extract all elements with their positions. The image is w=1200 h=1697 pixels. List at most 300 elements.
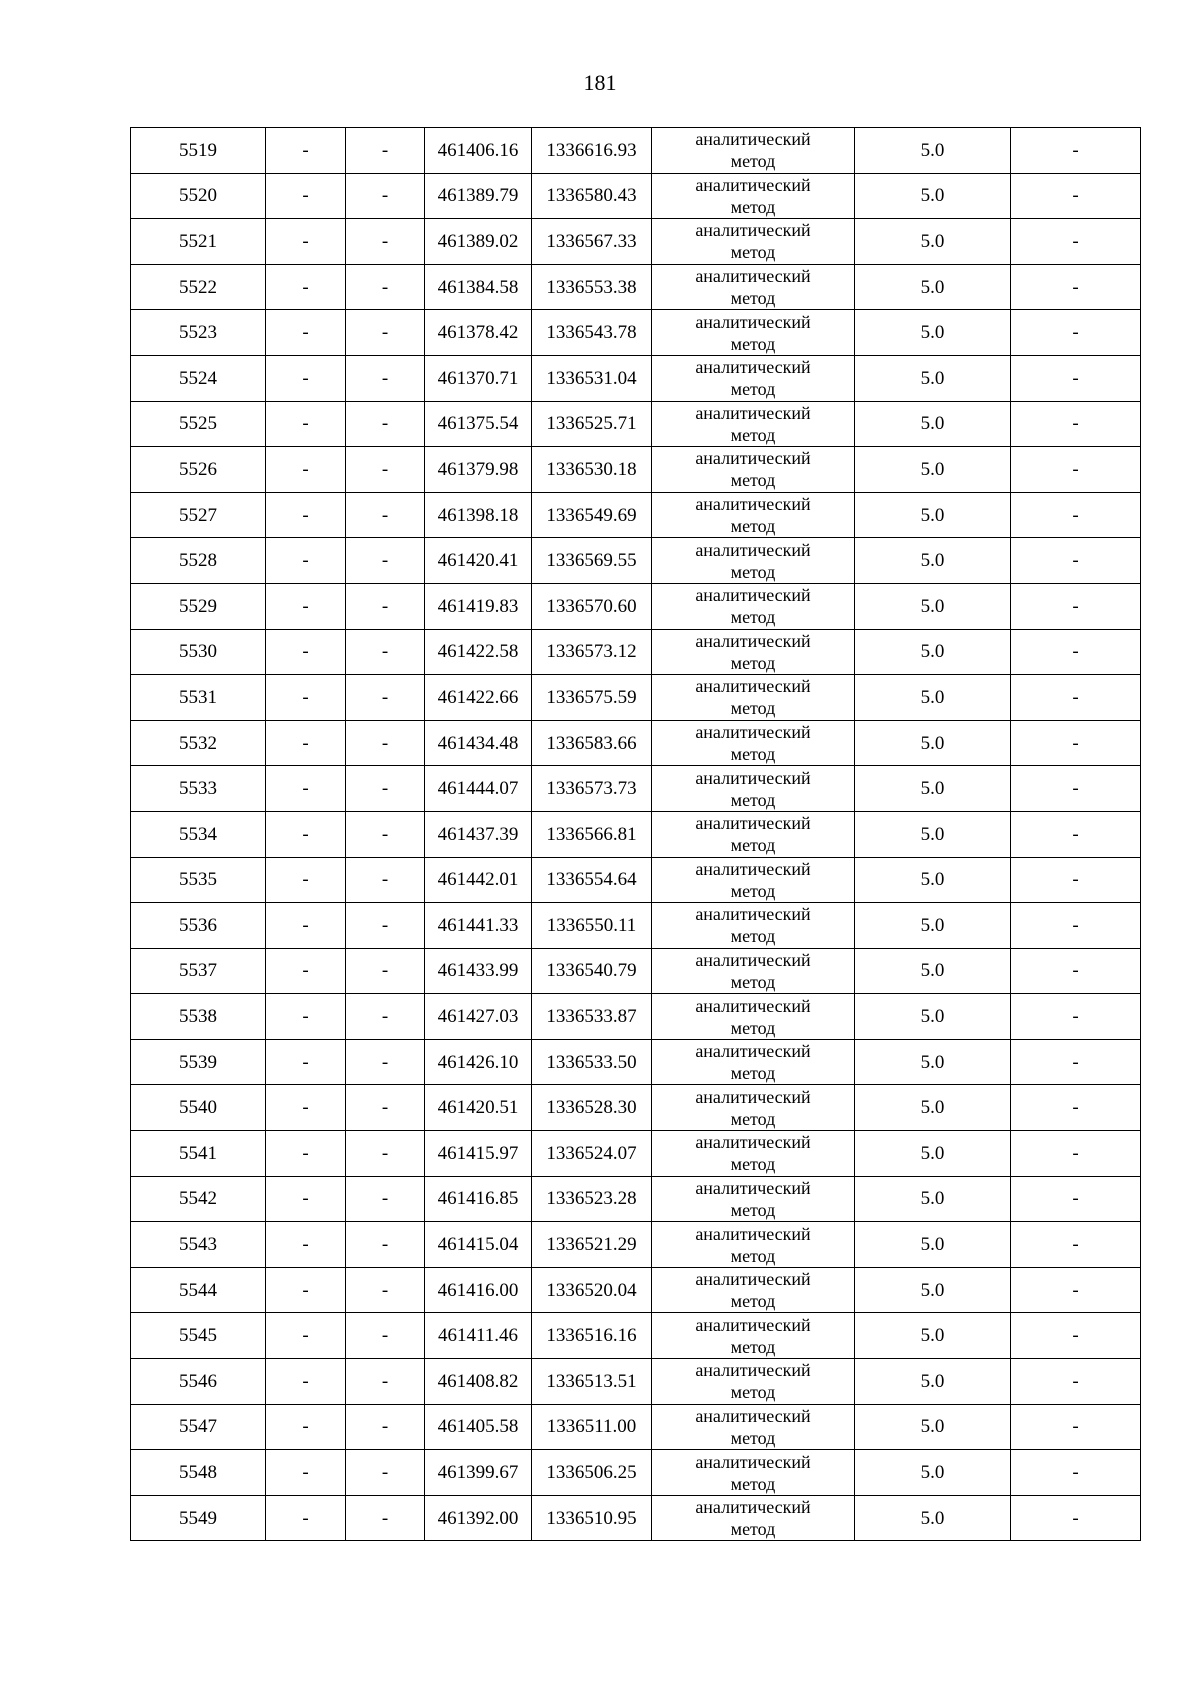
dash-cell: - <box>346 629 425 675</box>
dash-cell: - <box>1011 1267 1141 1313</box>
point-number-cell: 5532 <box>131 720 266 766</box>
point-number-cell: 5542 <box>131 1176 266 1222</box>
dash-cell: - <box>1011 583 1141 629</box>
point-number-cell: 5545 <box>131 1313 266 1359</box>
table-row <box>131 447 1141 493</box>
point-number-cell: 5525 <box>131 401 266 447</box>
method-cell <box>652 355 855 401</box>
accuracy-cell: 5.0 <box>855 401 1011 447</box>
dash-cell: - <box>346 1404 425 1450</box>
point-number-cell: 5537 <box>131 948 266 994</box>
coordinates-table <box>130 127 1141 1541</box>
method-line-2: метод <box>730 1063 776 1084</box>
table-row <box>131 264 1141 310</box>
point-number-cell: 5544 <box>131 1267 266 1313</box>
dash-cell: - <box>266 401 346 447</box>
dash-cell: - <box>346 857 425 903</box>
method-line-1: аналитический <box>695 357 811 378</box>
method-line-1: аналитический <box>695 1041 811 1062</box>
dash-cell: - <box>1011 447 1141 493</box>
dash-cell: - <box>266 857 346 903</box>
x-coordinate-cell: 461437.39 <box>425 811 532 857</box>
table-row <box>131 811 1141 857</box>
y-coordinate-cell: 1336516.16 <box>532 1313 652 1359</box>
dash-cell: - <box>1011 173 1141 219</box>
method-cell <box>652 629 855 675</box>
dash-cell: - <box>266 766 346 812</box>
y-coordinate-cell: 1336553.38 <box>532 264 652 310</box>
x-coordinate-cell: 461415.04 <box>425 1222 532 1268</box>
x-coordinate-cell: 461370.71 <box>425 355 532 401</box>
dash-cell: - <box>346 994 425 1040</box>
point-number-cell: 5527 <box>131 492 266 538</box>
table-row <box>131 1267 1141 1313</box>
method-cell <box>652 1176 855 1222</box>
y-coordinate-cell: 1336570.60 <box>532 583 652 629</box>
method-cell <box>652 811 855 857</box>
method-line-2: метод <box>730 288 776 309</box>
x-coordinate-cell: 461427.03 <box>425 994 532 1040</box>
dash-cell: - <box>266 629 346 675</box>
accuracy-cell: 5.0 <box>855 310 1011 356</box>
dash-cell: - <box>346 1131 425 1177</box>
method-cell <box>652 1313 855 1359</box>
table-row <box>131 1222 1141 1268</box>
dash-cell: - <box>266 1267 346 1313</box>
table-row <box>131 1085 1141 1131</box>
method-line-2: метод <box>730 196 776 217</box>
accuracy-cell: 5.0 <box>855 355 1011 401</box>
dash-cell: - <box>266 1359 346 1405</box>
dash-cell: - <box>346 1176 425 1222</box>
accuracy-cell: 5.0 <box>855 1495 1011 1541</box>
dash-cell: - <box>266 1450 346 1496</box>
point-number-cell: 5543 <box>131 1222 266 1268</box>
method-line-1: аналитический <box>695 722 811 743</box>
point-number-cell: 5529 <box>131 583 266 629</box>
dash-cell: - <box>346 720 425 766</box>
accuracy-cell: 5.0 <box>855 128 1011 174</box>
point-number-cell: 5546 <box>131 1359 266 1405</box>
method-cell <box>652 766 855 812</box>
table-row <box>131 583 1141 629</box>
page-number: 181 <box>583 70 617 95</box>
x-coordinate-cell: 461426.10 <box>425 1039 532 1085</box>
dash-cell: - <box>266 1131 346 1177</box>
y-coordinate-cell: 1336566.81 <box>532 811 652 857</box>
x-coordinate-cell: 461389.02 <box>425 219 532 265</box>
table-row <box>131 219 1141 265</box>
accuracy-cell: 5.0 <box>855 1176 1011 1222</box>
dash-cell: - <box>1011 128 1141 174</box>
dash-cell: - <box>346 401 425 447</box>
method-cell <box>652 1450 855 1496</box>
dash-cell: - <box>346 1495 425 1541</box>
method-cell <box>652 1222 855 1268</box>
x-coordinate-cell: 461420.51 <box>425 1085 532 1131</box>
accuracy-cell: 5.0 <box>855 1131 1011 1177</box>
table-row <box>131 1495 1141 1541</box>
method-line-2: метод <box>730 971 776 992</box>
dash-cell: - <box>346 903 425 949</box>
method-line-1: аналитический <box>695 1314 811 1335</box>
x-coordinate-cell: 461420.41 <box>425 538 532 584</box>
y-coordinate-cell: 1336511.00 <box>532 1404 652 1450</box>
method-line-1: аналитический <box>695 129 811 150</box>
dash-cell: - <box>346 355 425 401</box>
dash-cell: - <box>1011 1450 1141 1496</box>
dash-cell: - <box>346 310 425 356</box>
dash-cell: - <box>346 675 425 721</box>
accuracy-cell: 5.0 <box>855 766 1011 812</box>
method-cell <box>652 720 855 766</box>
dash-cell: - <box>266 948 346 994</box>
table-row <box>131 766 1141 812</box>
dash-cell: - <box>346 766 425 812</box>
x-coordinate-cell: 461416.85 <box>425 1176 532 1222</box>
method-line-1: аналитический <box>695 1405 811 1426</box>
y-coordinate-cell: 1336549.69 <box>532 492 652 538</box>
dash-cell: - <box>266 173 346 219</box>
method-line-2: метод <box>730 424 776 445</box>
x-coordinate-cell: 461415.97 <box>425 1131 532 1177</box>
dash-cell: - <box>346 1039 425 1085</box>
point-number-cell: 5521 <box>131 219 266 265</box>
table-row <box>131 1313 1141 1359</box>
dash-cell: - <box>1011 355 1141 401</box>
x-coordinate-cell: 461422.66 <box>425 675 532 721</box>
method-line-1: аналитический <box>695 494 811 515</box>
dash-cell: - <box>346 948 425 994</box>
table-row <box>131 675 1141 721</box>
method-line-2: метод <box>730 1519 776 1540</box>
point-number-cell: 5528 <box>131 538 266 584</box>
accuracy-cell: 5.0 <box>855 948 1011 994</box>
method-cell <box>652 538 855 584</box>
y-coordinate-cell: 1336521.29 <box>532 1222 652 1268</box>
method-line-2: метод <box>730 1427 776 1448</box>
table-row <box>131 1039 1141 1085</box>
method-line-2: метод <box>730 1199 776 1220</box>
dash-cell: - <box>266 811 346 857</box>
table-row <box>131 948 1141 994</box>
y-coordinate-cell: 1336525.71 <box>532 401 652 447</box>
accuracy-cell: 5.0 <box>855 1085 1011 1131</box>
method-cell <box>652 583 855 629</box>
dash-cell: - <box>266 720 346 766</box>
dash-cell: - <box>266 355 346 401</box>
dash-cell: - <box>266 1313 346 1359</box>
method-cell <box>652 492 855 538</box>
method-cell <box>652 1404 855 1450</box>
method-line-2: метод <box>730 698 776 719</box>
accuracy-cell: 5.0 <box>855 1267 1011 1313</box>
y-coordinate-cell: 1336569.55 <box>532 538 652 584</box>
y-coordinate-cell: 1336543.78 <box>532 310 652 356</box>
method-line-2: метод <box>730 880 776 901</box>
method-cell <box>652 994 855 1040</box>
table-row <box>131 1359 1141 1405</box>
method-line-2: метод <box>730 470 776 491</box>
method-line-2: метод <box>730 1154 776 1175</box>
dash-cell: - <box>1011 720 1141 766</box>
table-row <box>131 1450 1141 1496</box>
dash-cell: - <box>1011 492 1141 538</box>
dash-cell: - <box>1011 1495 1141 1541</box>
x-coordinate-cell: 461433.99 <box>425 948 532 994</box>
x-coordinate-cell: 461398.18 <box>425 492 532 538</box>
accuracy-cell: 5.0 <box>855 720 1011 766</box>
method-cell <box>652 1039 855 1085</box>
method-line-1: аналитический <box>695 1177 811 1198</box>
accuracy-cell: 5.0 <box>855 1359 1011 1405</box>
method-line-2: метод <box>730 1336 776 1357</box>
accuracy-cell: 5.0 <box>855 219 1011 265</box>
method-line-1: аналитический <box>695 539 811 560</box>
method-line-2: метод <box>730 789 776 810</box>
x-coordinate-cell: 461375.54 <box>425 401 532 447</box>
method-line-1: аналитический <box>695 220 811 241</box>
dash-cell: - <box>266 310 346 356</box>
point-number-cell: 5535 <box>131 857 266 903</box>
x-coordinate-cell: 461389.79 <box>425 173 532 219</box>
dash-cell: - <box>1011 857 1141 903</box>
dash-cell: - <box>266 994 346 1040</box>
dash-cell: - <box>346 128 425 174</box>
point-number-cell: 5534 <box>131 811 266 857</box>
method-cell <box>652 1267 855 1313</box>
table-row <box>131 1404 1141 1450</box>
dash-cell: - <box>266 264 346 310</box>
method-line-2: метод <box>730 333 776 354</box>
dash-cell: - <box>346 1450 425 1496</box>
method-line-1: аналитический <box>695 1451 811 1472</box>
x-coordinate-cell: 461419.83 <box>425 583 532 629</box>
x-coordinate-cell: 461416.00 <box>425 1267 532 1313</box>
point-number-cell: 5531 <box>131 675 266 721</box>
method-cell <box>652 310 855 356</box>
dash-cell: - <box>266 903 346 949</box>
method-line-1: аналитический <box>695 858 811 879</box>
dash-cell: - <box>1011 675 1141 721</box>
dash-cell: - <box>1011 1313 1141 1359</box>
dash-cell: - <box>346 219 425 265</box>
method-cell <box>652 401 855 447</box>
x-coordinate-cell: 461444.07 <box>425 766 532 812</box>
method-line-2: метод <box>730 835 776 856</box>
method-line-2: метод <box>730 1017 776 1038</box>
dash-cell: - <box>1011 1176 1141 1222</box>
dash-cell: - <box>1011 629 1141 675</box>
dash-cell: - <box>346 1267 425 1313</box>
accuracy-cell: 5.0 <box>855 903 1011 949</box>
dash-cell: - <box>266 219 346 265</box>
dash-cell: - <box>266 447 346 493</box>
point-number-cell: 5519 <box>131 128 266 174</box>
method-line-2: метод <box>730 926 776 947</box>
dash-cell: - <box>1011 1359 1141 1405</box>
table-row <box>131 401 1141 447</box>
x-coordinate-cell: 461411.46 <box>425 1313 532 1359</box>
method-line-2: метод <box>730 744 776 765</box>
table-row <box>131 1176 1141 1222</box>
point-number-cell: 5538 <box>131 994 266 1040</box>
y-coordinate-cell: 1336524.07 <box>532 1131 652 1177</box>
dash-cell: - <box>346 1085 425 1131</box>
dash-cell: - <box>266 1222 346 1268</box>
accuracy-cell: 5.0 <box>855 994 1011 1040</box>
method-line-2: метод <box>730 242 776 263</box>
accuracy-cell: 5.0 <box>855 447 1011 493</box>
dash-cell: - <box>346 583 425 629</box>
method-line-2: метод <box>730 1245 776 1266</box>
dash-cell: - <box>266 538 346 584</box>
accuracy-cell: 5.0 <box>855 1404 1011 1450</box>
dash-cell: - <box>346 1359 425 1405</box>
dash-cell: - <box>266 583 346 629</box>
point-number-cell: 5540 <box>131 1085 266 1131</box>
method-line-2: метод <box>730 1382 776 1403</box>
dash-cell: - <box>1011 264 1141 310</box>
accuracy-cell: 5.0 <box>855 811 1011 857</box>
method-line-2: метод <box>730 1108 776 1129</box>
y-coordinate-cell: 1336573.12 <box>532 629 652 675</box>
y-coordinate-cell: 1336523.28 <box>532 1176 652 1222</box>
method-cell <box>652 219 855 265</box>
dash-cell: - <box>346 1222 425 1268</box>
dash-cell: - <box>1011 1131 1141 1177</box>
method-cell <box>652 675 855 721</box>
accuracy-cell: 5.0 <box>855 1222 1011 1268</box>
x-coordinate-cell: 461405.58 <box>425 1404 532 1450</box>
point-number-cell: 5526 <box>131 447 266 493</box>
table-row <box>131 355 1141 401</box>
table-row <box>131 994 1141 1040</box>
point-number-cell: 5539 <box>131 1039 266 1085</box>
method-line-2: метод <box>730 652 776 673</box>
method-line-1: аналитический <box>695 448 811 469</box>
dash-cell: - <box>266 1176 346 1222</box>
dash-cell: - <box>1011 903 1141 949</box>
dash-cell: - <box>346 538 425 584</box>
y-coordinate-cell: 1336580.43 <box>532 173 652 219</box>
y-coordinate-cell: 1336533.50 <box>532 1039 652 1085</box>
y-coordinate-cell: 1336533.87 <box>532 994 652 1040</box>
method-cell <box>652 948 855 994</box>
table-body <box>131 128 1141 1541</box>
method-line-1: аналитический <box>695 1223 811 1244</box>
dash-cell: - <box>1011 1404 1141 1450</box>
dash-cell: - <box>1011 811 1141 857</box>
y-coordinate-cell: 1336567.33 <box>532 219 652 265</box>
dash-cell: - <box>346 264 425 310</box>
dash-cell: - <box>346 492 425 538</box>
point-number-cell: 5522 <box>131 264 266 310</box>
y-coordinate-cell: 1336575.59 <box>532 675 652 721</box>
method-cell <box>652 1131 855 1177</box>
dash-cell: - <box>266 1404 346 1450</box>
y-coordinate-cell: 1336583.66 <box>532 720 652 766</box>
point-number-cell: 5547 <box>131 1404 266 1450</box>
table-row <box>131 720 1141 766</box>
accuracy-cell: 5.0 <box>855 492 1011 538</box>
x-coordinate-cell: 461392.00 <box>425 1495 532 1541</box>
accuracy-cell: 5.0 <box>855 1039 1011 1085</box>
dash-cell: - <box>1011 310 1141 356</box>
method-cell <box>652 173 855 219</box>
dash-cell: - <box>266 492 346 538</box>
method-line-1: аналитический <box>695 311 811 332</box>
x-coordinate-cell: 461379.98 <box>425 447 532 493</box>
method-line-2: метод <box>730 379 776 400</box>
method-line-1: аналитический <box>695 1497 811 1518</box>
method-line-2: метод <box>730 516 776 537</box>
table-row <box>131 310 1141 356</box>
table-row <box>131 1131 1141 1177</box>
method-line-1: аналитический <box>695 813 811 834</box>
point-number-cell: 5548 <box>131 1450 266 1496</box>
dash-cell: - <box>1011 219 1141 265</box>
x-coordinate-cell: 461406.16 <box>425 128 532 174</box>
accuracy-cell: 5.0 <box>855 1450 1011 1496</box>
accuracy-cell: 5.0 <box>855 264 1011 310</box>
accuracy-cell: 5.0 <box>855 583 1011 629</box>
method-line-1: аналитический <box>695 1086 811 1107</box>
method-line-2: метод <box>730 1291 776 1312</box>
method-cell <box>652 264 855 310</box>
dash-cell: - <box>1011 538 1141 584</box>
x-coordinate-cell: 461441.33 <box>425 903 532 949</box>
method-line-1: аналитический <box>695 949 811 970</box>
method-line-1: аналитический <box>695 995 811 1016</box>
method-cell <box>652 128 855 174</box>
method-line-1: аналитический <box>695 402 811 423</box>
y-coordinate-cell: 1336510.95 <box>532 1495 652 1541</box>
table-row <box>131 903 1141 949</box>
method-cell <box>652 903 855 949</box>
x-coordinate-cell: 461408.82 <box>425 1359 532 1405</box>
method-line-2: метод <box>730 1473 776 1494</box>
dash-cell: - <box>266 1085 346 1131</box>
point-number-cell: 5536 <box>131 903 266 949</box>
method-cell <box>652 1085 855 1131</box>
dash-cell: - <box>266 128 346 174</box>
method-line-1: аналитический <box>695 266 811 287</box>
table-row <box>131 629 1141 675</box>
x-coordinate-cell: 461399.67 <box>425 1450 532 1496</box>
dash-cell: - <box>346 447 425 493</box>
point-number-cell: 5524 <box>131 355 266 401</box>
point-number-cell: 5523 <box>131 310 266 356</box>
method-line-1: аналитический <box>695 1269 811 1290</box>
y-coordinate-cell: 1336530.18 <box>532 447 652 493</box>
method-line-1: аналитический <box>695 1360 811 1381</box>
y-coordinate-cell: 1336520.04 <box>532 1267 652 1313</box>
method-line-1: аналитический <box>695 767 811 788</box>
dash-cell: - <box>1011 948 1141 994</box>
method-cell <box>652 857 855 903</box>
point-number-cell: 5541 <box>131 1131 266 1177</box>
dash-cell: - <box>266 1495 346 1541</box>
y-coordinate-cell: 1336528.30 <box>532 1085 652 1131</box>
table-row <box>131 857 1141 903</box>
table-row <box>131 538 1141 584</box>
point-number-cell: 5520 <box>131 173 266 219</box>
x-coordinate-cell: 461384.58 <box>425 264 532 310</box>
table-row <box>131 492 1141 538</box>
y-coordinate-cell: 1336573.73 <box>532 766 652 812</box>
method-line-1: аналитический <box>695 676 811 697</box>
